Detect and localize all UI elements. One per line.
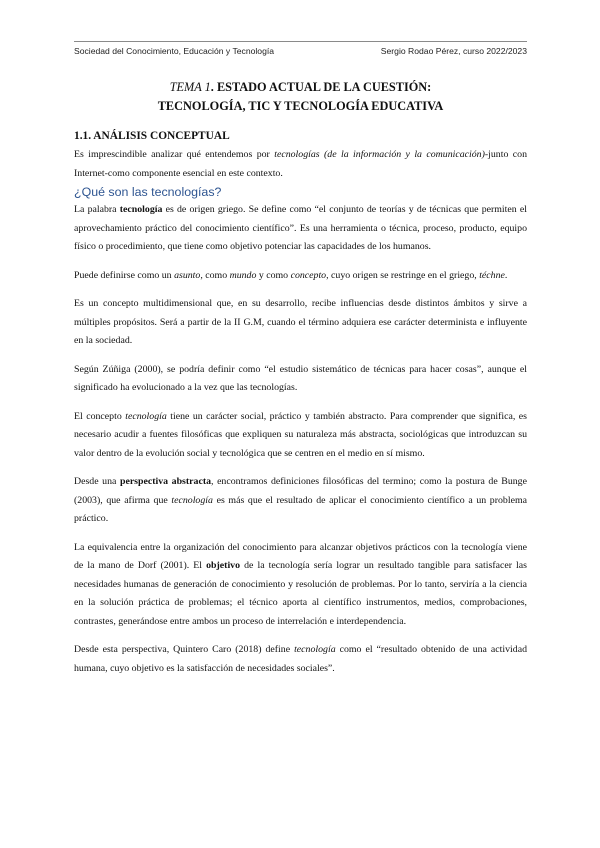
p2-text-5: . (504, 269, 508, 281)
p2-text-4: , cuyo origen se restringe en el griego, (326, 269, 480, 281)
section-heading: 1.1. ANÁLISIS CONCEPTUAL (74, 130, 230, 142)
p6-bold-term: perspectiva abstracta (119, 476, 212, 487)
title-line-1 (74, 78, 527, 97)
p2-italic-1: asunto (174, 269, 201, 281)
paragraph-5 (74, 408, 527, 464)
paragraph-8 (74, 641, 527, 678)
title-topic-name: . ESTADO ACTUAL DE LA CUESTIÓN: (210, 80, 432, 94)
intro-italic-term: tecnologías (de la información y la comunicación) (274, 149, 485, 160)
p8-text-2: como el “resultado obtenido de una actividad humana, cuyo objetivo es la satisfacción de necesidades sociales”. (74, 644, 527, 674)
header-author: Sergio Rodao Pérez, curso 2022/2023 (380, 46, 527, 56)
p5-text-2: tiene un carácter social, práctico y también abstracto. Para comprender que significa, es necesario acudir a fuentes filosóficas que expliquen su naturaleza más abstracta, sociológicas que introduzcan su valor dentro de la evolución social y tecnológica que se centren en el medio en sí mismo. (74, 410, 527, 459)
subheading: ¿Qué son las tecnologías? (74, 185, 222, 199)
header-course: Sociedad del Conocimiento, Educación y Tecnología (74, 46, 275, 56)
p1-bold-term: tecnología (119, 204, 163, 215)
page-header (74, 41, 527, 56)
p1-text-1: La palabra (74, 204, 120, 215)
p7-text-1: La equivalencia entre la organización del conocimiento para alcanzar objetivos prácticos con la tecnología viene de la mano de Dorf (2001). El (74, 541, 527, 571)
document-body (74, 78, 527, 688)
p2-text-2: , como (200, 269, 230, 281)
p5-text-1: El concepto (74, 410, 126, 422)
paragraph-1 (74, 201, 527, 257)
paragraph-3: Es un concepto multidimensional que, en su desarrollo, recibe influencias desde distintos ámbitos y sirve a múltiples propósitos. Será a partir de la II G.M, cuando el término adquiera ese carácter determinista e influyente en la sociedad. (74, 298, 527, 346)
paragraph-2 (74, 267, 527, 286)
p2-text-3: y como (256, 269, 291, 281)
p6-text-3: es más que el resultado de aplicar el conocimiento científico a un problema práctico. (74, 494, 527, 524)
paragraph-6 (74, 473, 527, 529)
p2-italic-3: concepto (290, 269, 327, 281)
p2-italic-2: mundo (229, 269, 257, 281)
paragraph-7 (74, 539, 527, 632)
p7-bold-term: objetivo (206, 560, 241, 571)
title-topic-number: TEMA 1 (169, 80, 211, 94)
intro-paragraph (74, 146, 527, 183)
p2-italic-4: téchne (479, 269, 505, 281)
p2-text-1: Puede definirse como un (74, 269, 175, 281)
p8-text-1: Desde esta perspectiva, Quintero Caro (2018) define (74, 644, 295, 655)
p6-text-1: Desde una (74, 476, 120, 487)
paragraph-4: Según Zúñiga (2000), se podría definir como “el estudio sistemático de técnicas para hacer cosas”, aunque el significado ha evolucionado a la vez que las tecnologías. (74, 363, 527, 393)
p6-italic-term: tecnología (171, 494, 213, 506)
p5-italic-term: tecnología (125, 410, 167, 422)
p7-text-2: de la tecnología sería lograr un resultado tangible para satisfacer las necesidades humanas de generación de conocimiento y resolución de problemas. Por lo tanto, serviría a la ciencia en la solución práctica de problemas; el técnico aporta al científico instrumentos, medios, comprobaciones, contrastes, generándose entre ambos un proceso de interrelación e interdependencia. (74, 560, 527, 627)
intro-text-1: Es imprescindible analizar qué entendemos por (74, 149, 275, 160)
intro-text-2: -junto con Internet-como componente esencial en este contexto. (74, 149, 527, 179)
document-title (74, 78, 527, 116)
title-line-2: TECNOLOGÍA, TIC Y TECNOLOGÍA EDUCATIVA (157, 99, 444, 113)
p8-italic-term: tecnología (294, 644, 336, 655)
p1-text-2: es de origen griego. Se define como “el conjunto de teorías y de técnicas que permiten el aprovechamiento práctico del conocimiento científico”. Es una herramienta o técnica, proceso, producto, equipo físico o procedimiento, que tiene como objetivo potenciar las capacidades de los humanos. (74, 204, 527, 252)
p6-text-2: , encontramos definiciones filosóficas del termino; como la postura de Bunge (2003), que afirma que (74, 476, 527, 506)
